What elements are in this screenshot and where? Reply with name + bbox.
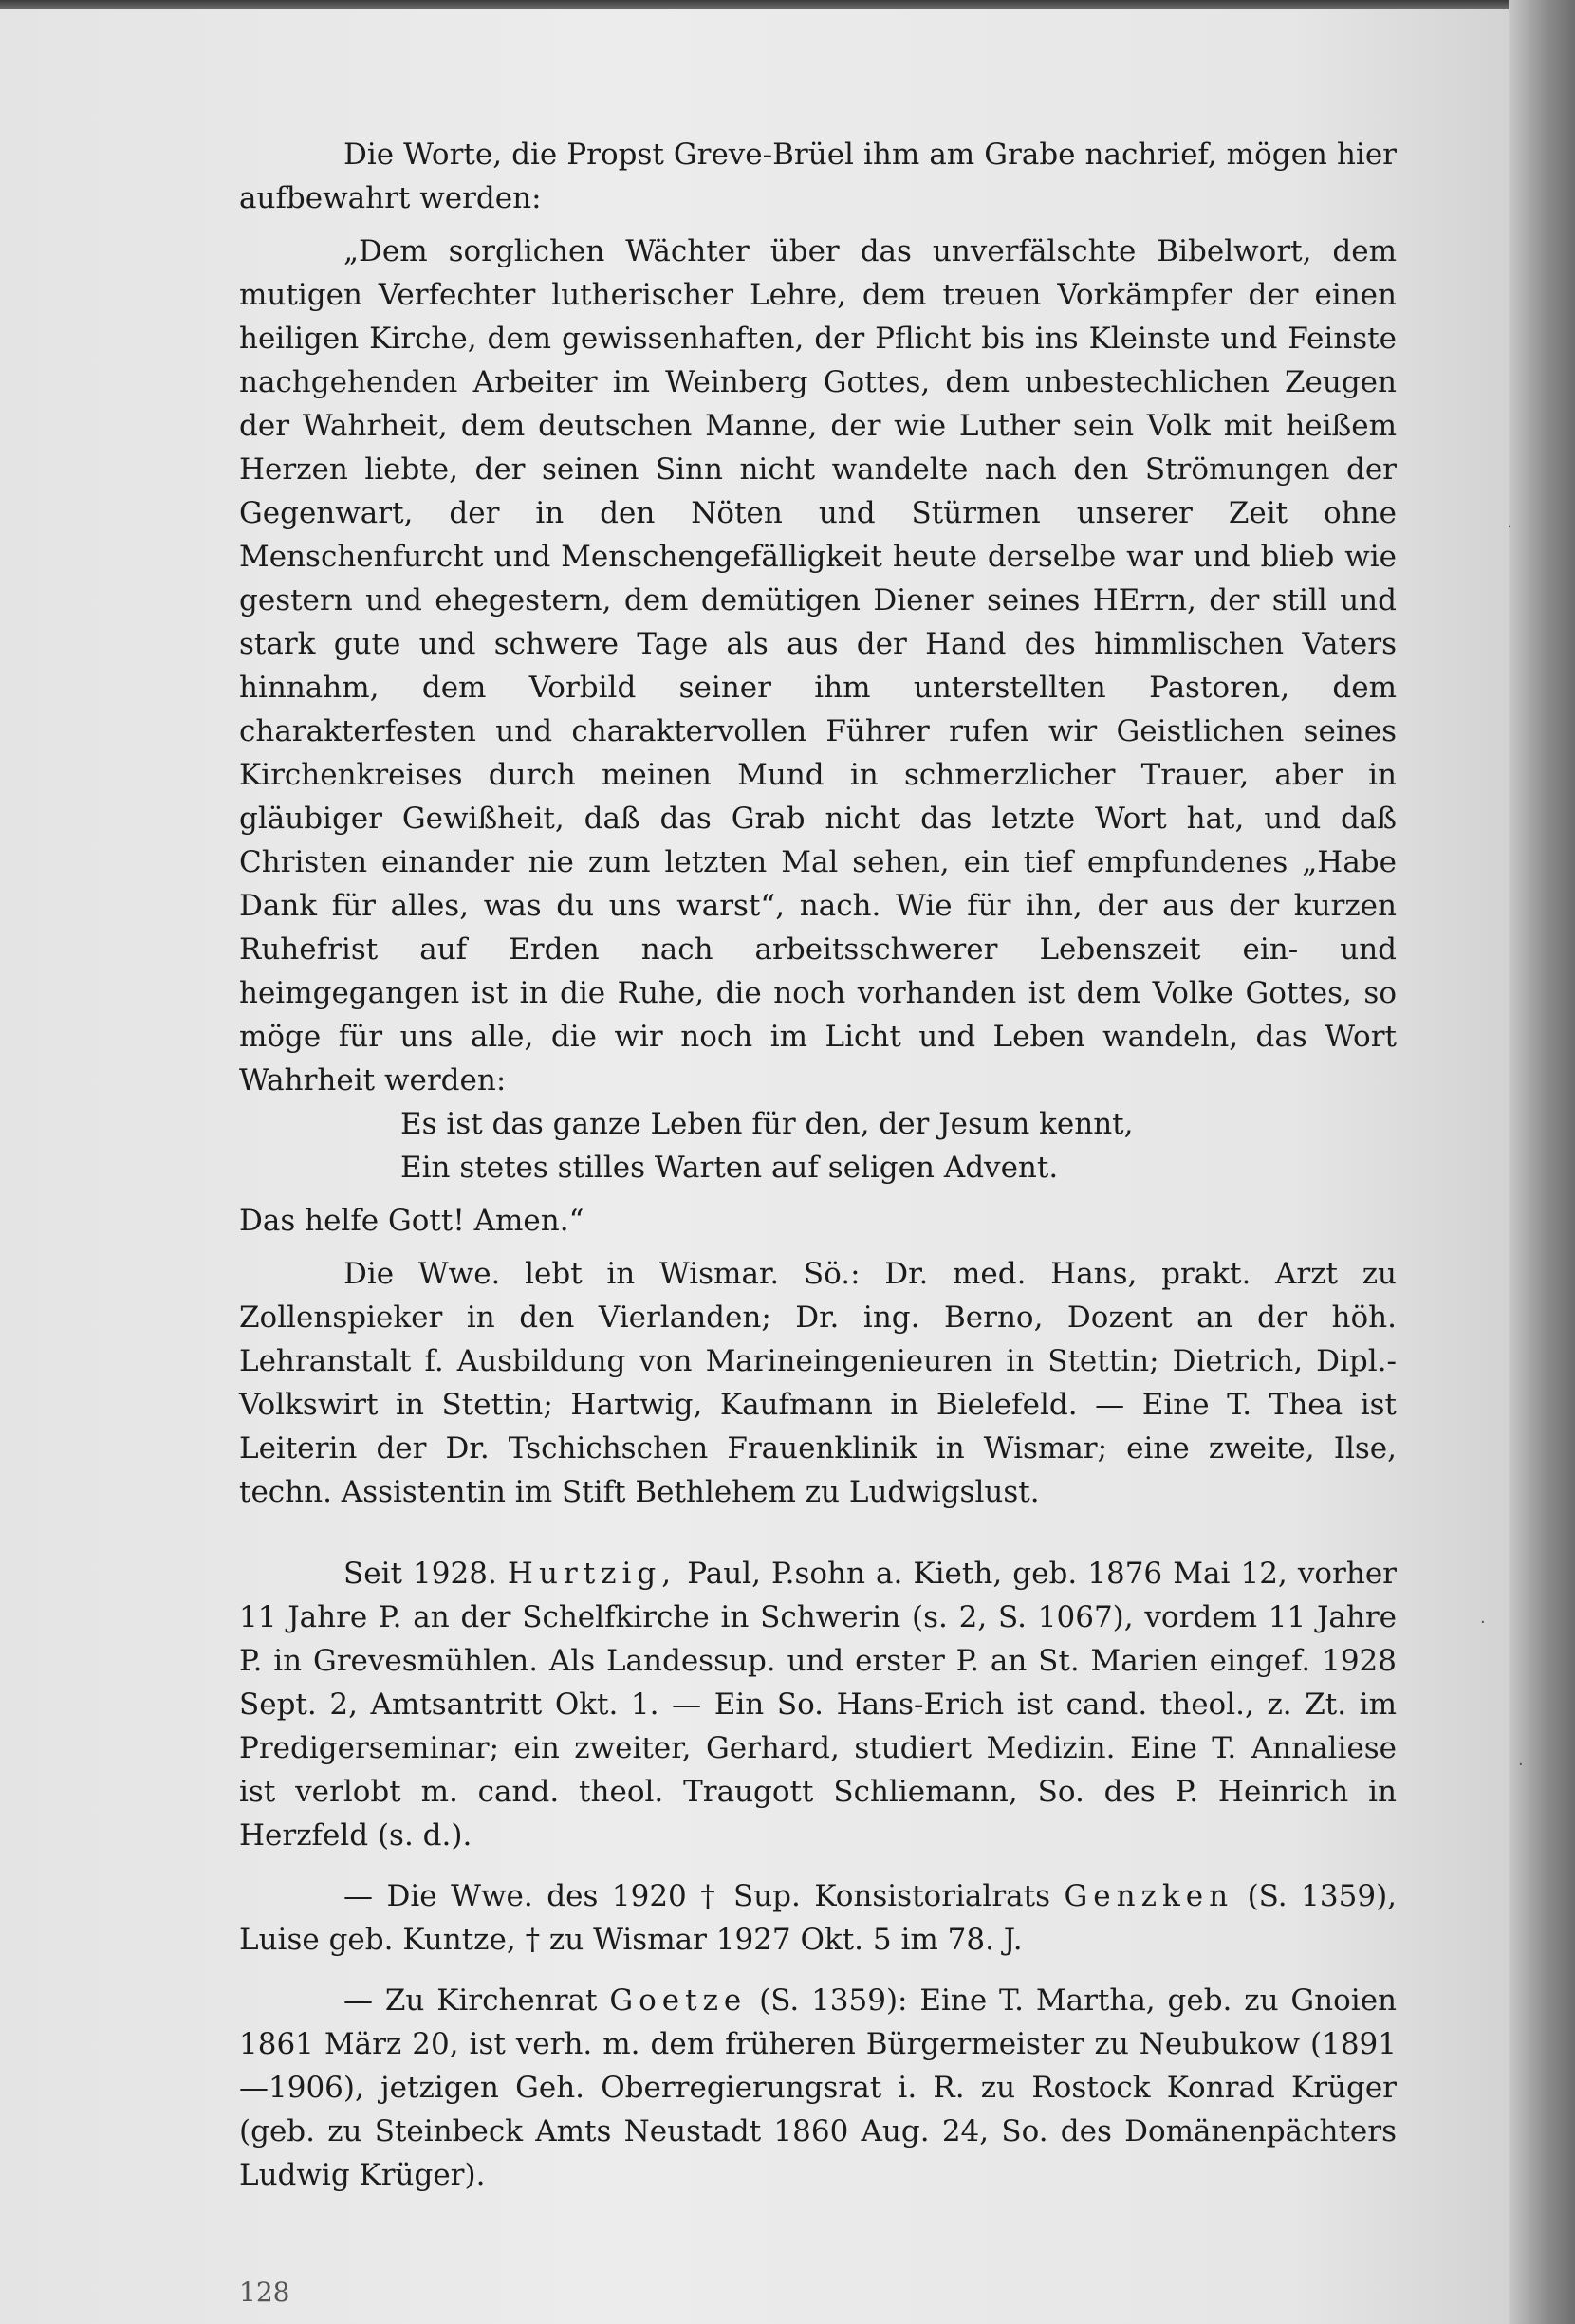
genzken-paragraph xyxy=(239,1874,1397,1962)
page-number: 128 xyxy=(239,2277,290,2308)
goetze-name: Goetze xyxy=(609,1983,748,2018)
scan-speck: · xyxy=(1480,1613,1486,1632)
goetze-lead: — Zu Kirchenrat xyxy=(343,1983,598,2018)
intro-paragraph: Die Worte, die Propst Greve-Brüel ihm am Grabe nachrief, mögen hier aufbewahrt werden: xyxy=(239,138,1397,215)
hurtzig-name: Hurtzig, xyxy=(507,1557,677,1591)
amen-line: Das helfe Gott! Amen.“ xyxy=(239,1204,584,1238)
scan-speck: · xyxy=(1507,517,1512,537)
hurtzig-paragraph xyxy=(239,1552,1397,1857)
page-body xyxy=(239,133,1397,2197)
goetze-paragraph xyxy=(239,1979,1397,2197)
widow-paragraph: Die Wwe. lebt in Wismar. Sö.: Dr. med. Hans, prakt. Arzt zu Zollenspieker in den Vierlanden; Dr. ing. Berno, Dozent an der höh. Lehranstalt f. Ausbildung von Marineingenieuren in Stettin; Dietrich, Dipl.-Volkswirt in Stettin; Hartwig, Kaufmann in Bielefeld. — Eine T. Thea ist Leiterin der Dr. Tschichschen Frauenklinik in Wismar; eine zweite, Ilse, techn. Assistentin im Stift Bethlehem zu Ludwigslust. xyxy=(239,1257,1397,1509)
genzken-name: Genzken xyxy=(1064,1879,1234,1913)
hurtzig-lead: Seit 1928. xyxy=(343,1557,497,1591)
scan-speck: · xyxy=(1518,1755,1524,1775)
verse-line-2: Ein stetes stilles Warten auf seligen Advent. xyxy=(400,1151,1059,1185)
verse-line-1: Es ist das ganze Leben für den, der Jesum kennt, xyxy=(400,1107,1134,1141)
genzken-rest: (S. 1359), Luise geb. Kuntze, † zu Wismar 1927 Okt. 5 im 78. J. xyxy=(239,1879,1398,1957)
genzken-lead: — Die Wwe. des 1920 † Sup. Konsistorialrats xyxy=(343,1879,1050,1913)
hurtzig-rest: Paul, P.sohn a. Kieth, geb. 1876 Mai 12, vorher 11 Jahre P. an der Schelfkirche in Schwerin (s. 2, S. 1067), vordem 11 Jahre P. in Grevesmühlen. Als Landessup. und erster P. an St. Marien eingef. 1928 Sept. 2, Amtsantritt Okt. 1. — Ein So. Hans-Erich ist cand. theol., z. Zt. im Predigerseminar; ein zweiter, Gerhard, studiert Medizin. Eine T. Annaliese ist verlobt m. cand. theol. Traugott Schliemann, So. des P. Heinrich in Herzfeld (s. d.). xyxy=(239,1557,1398,1853)
book-binding-edge xyxy=(1509,0,1575,2324)
goetze-rest: (S. 1359): Eine T. Martha, geb. zu Gnoien 1861 März 20, ist verh. m. dem früheren Bürgermeister zu Neubukow (1891—1906), jetzigen Geh. Oberregierungsrat i. R. zu Rostock Konrad Krüger (geb. zu Steinbeck Amts Neustadt 1860 Aug. 24, So. des Domänenpächters Ludwig Krüger). xyxy=(239,1983,1398,2192)
quote-paragraph: „Dem sorglichen Wächter über das unverfälschte Bibelwort, dem mutigen Verfechter lutherischer Lehre, dem treuen Vorkämpfer der einen heiligen Kirche, dem gewissenhaften, der Pflicht bis ins Kleinste und Feinste nachgehenden Arbeiter im Weinberg Gottes, dem unbestechlichen Zeugen der Wahrheit, dem deutschen Manne, der wie Luther sein Volk mit heißem Herzen liebte, der seinen Sinn nicht wandelte nach den Strömungen der Gegenwart, der in den Nöten und Stürmen unserer Zeit ohne Menschenfurcht und Menschengefälligkeit heute derselbe war und blieb wie gestern und ehegestern, dem demütigen Diener seines HErrn, der still und stark gute und schwere Tage als aus der Hand des himmlischen Vaters hinnahm, dem Vorbild seiner ihm unterstellten Pastoren, dem charakterfesten und charaktervollen Führer rufen wir Geistlichen seines Kirchenkreises durch meinen Mund in schmerzlicher Trauer, aber in gläubiger Gewißheit, daß das Grab nicht das letzte Wort hat, und daß Christen einander nie zum letzten Mal sehen, ein tief empfundenes „Habe Dank für alles, was du uns warst“, nach. Wie für ihn, der aus der kurzen Ruhefrist auf Erden nach arbeitsschwerer Lebenszeit ein- und heimgegangen ist in die Ruhe, die noch vorhanden ist dem Volke Gottes, so möge für uns alle, die wir noch im Licht und Leben wandeln, das Wort Wahrheit werden: xyxy=(239,234,1397,1097)
